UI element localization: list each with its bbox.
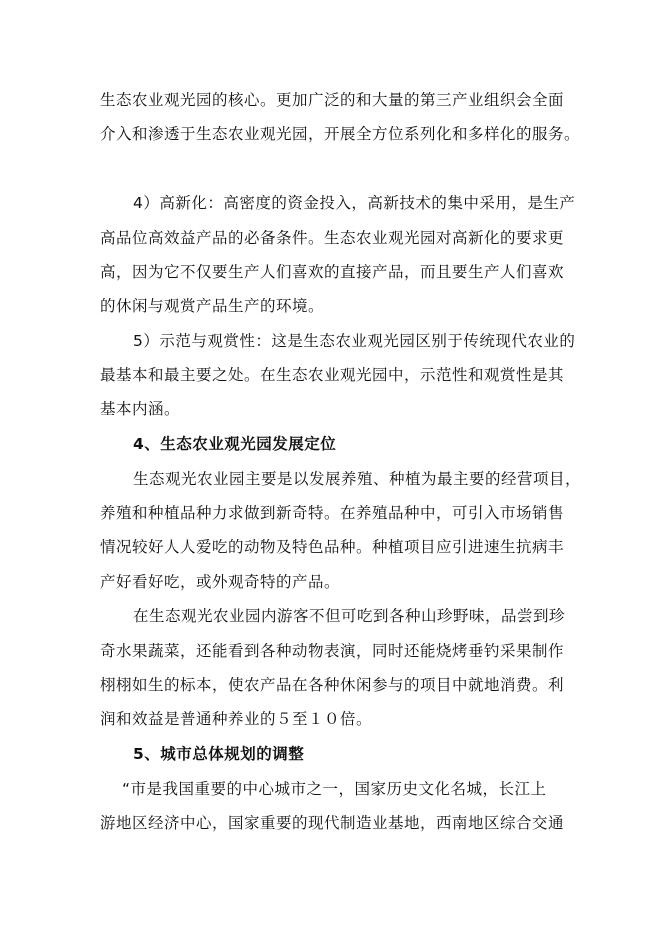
paragraph-line: 在生态观光农业园内游客不但可吃到各种山珍野味，品尝到珍: [133, 607, 566, 625]
paragraph-line: 产好看好吃，或外观奇特的产品。: [100, 573, 341, 591]
paragraph-line: “市是我国重要的中心城市之一，国家历史文化名城，长江上: [122, 780, 547, 798]
list-item-4-line: 高，因为它不仅要生产人们喜欢的直接产品，而且要生产人们喜欢: [100, 263, 565, 281]
paragraph-line: 奇水果蔬菜，还能看到各种动物表演，同时还能烧烤垂钓采果制作: [100, 642, 565, 660]
paragraph-line: 介入和渗透于生态农业观光园，开展全方位系列化和多样化的服务。: [100, 125, 581, 143]
list-item-4-line: 的休闲与观赏产品生产的环境。: [100, 297, 325, 315]
list-item-5-line: 5）示范与观赏性：这是生态农业观光园区别于传统现代农业的: [133, 332, 576, 350]
section-heading-5: 5、城市总体规划的调整: [133, 745, 305, 763]
section-heading-4: 4、生态农业观光园发展定位: [133, 435, 337, 453]
paragraph-line: 情况较好人人爱吃的动物及特色品种。种植项目应引进速生抗病丰: [100, 538, 565, 556]
list-item-5-line: 基本内涵。: [100, 400, 181, 418]
list-item-4-line: 高品位高效益产品的必备条件。生态农业观光园对高新化的要求更: [100, 229, 565, 247]
paragraph-line: 栩栩如生的标本，使农产品在各种休闲参与的项目中就地消费。利: [100, 676, 565, 694]
list-item-4-line: 4）高新化：高密度的资金投入，高新技术的集中采用，是生产: [133, 194, 576, 212]
paragraph-line: 养殖和种植品种力求做到新奇特。在养殖品种中，可引入市场销售: [100, 504, 565, 522]
paragraph-line: 游地区经济中心，国家重要的现代制造业基地，西南地区综合交通: [100, 814, 565, 832]
paragraph-line: 生态农业观光园的核心。更加广泛的和大量的第三产业组织会全面: [100, 91, 565, 109]
paragraph-line: 润和效益是普通种养业的５至１０倍。: [100, 710, 373, 728]
paragraph-line: 生态观光农业园主要是以发展养殖、种植为最主要的经营项目，: [133, 470, 582, 488]
list-item-5-line: 最基本和最主要之处。在生态农业观光园中，示范性和观赏性是其: [100, 366, 565, 384]
